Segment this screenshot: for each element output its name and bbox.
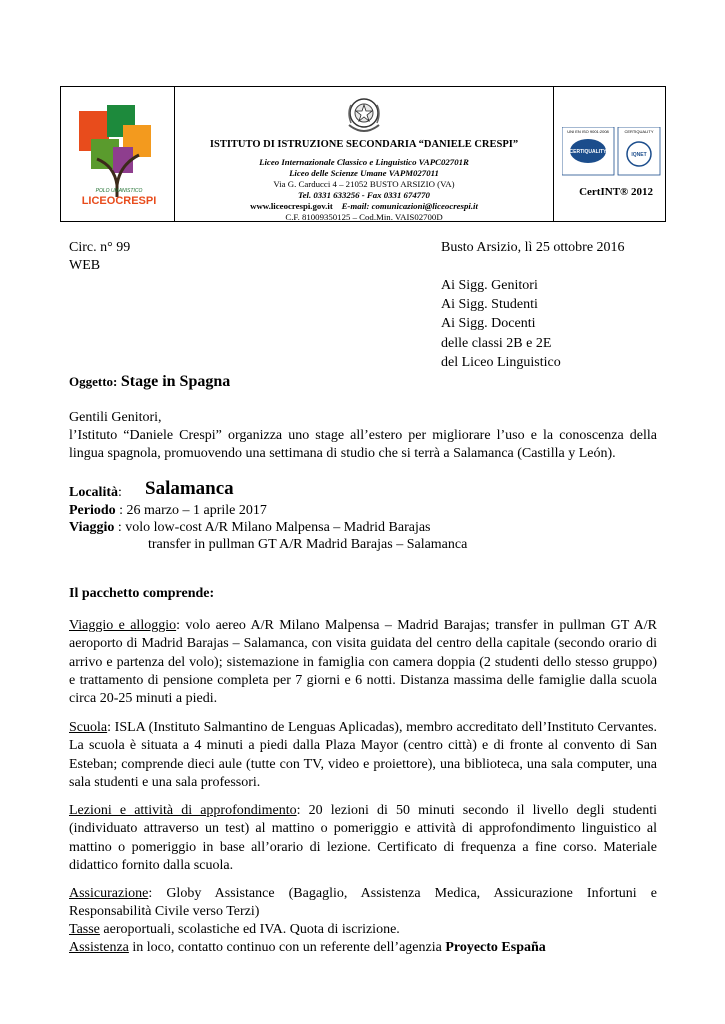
letterhead	[60, 86, 666, 222]
circular-web: WEB	[69, 258, 101, 273]
periodo-label: Periodo	[69, 503, 116, 518]
assistenza-text: in loco, contatto continuo con un referente dell’agenzia	[128, 940, 446, 955]
circular-number: Circ. n° 99	[69, 240, 131, 255]
tel-value: 0331 633256 - Fax 0331 674770	[313, 190, 430, 200]
email-link[interactable]: comunicazioni@liceocrespi.it	[371, 201, 478, 211]
subject-value: Stage in Spagna	[120, 373, 231, 390]
section-lezioni	[69, 802, 657, 875]
scuola-text: : ISLA (Instituto Salmantino de Lenguas Aplicadas), membro accreditato dell’Instituto Cervantes. La scuola è situata a 4 minuti a piedi dalla Plaza Mayor (centro città) e di fronte al convento di San Esteban; comprende dieci aule (tutte con TV, video e proiettore), una biblioteca, una sala computer, una sala studenti e una sala professori.	[69, 720, 657, 790]
assicurazione-text: : Globy Assistance (Bagaglio, Assistenza Medica, Assicurazione Infortuni e Responsabilità Civile verso Terzi)	[69, 886, 657, 920]
cert-badge-4-text: IQNET	[631, 152, 647, 158]
cert-label: CertINT® 2012	[579, 186, 653, 198]
section-viaggio	[69, 617, 657, 708]
recipient-classi: delle classi 2B e 2E	[441, 336, 552, 351]
lezioni-label: Lezioni e attività di approfondimento	[69, 803, 297, 818]
viaggio-alloggio-label: Viaggio e alloggio	[69, 618, 177, 633]
institute-web	[175, 201, 553, 212]
localita-label: Località	[69, 485, 118, 500]
place-date: Busto Arsizio, lì 25 ottobre 2016	[441, 240, 625, 255]
periodo-row	[69, 502, 267, 519]
certification-cell	[554, 87, 665, 221]
viaggio-value-2: transfer in pullman GT A/R Madrid Barajas – Salamanca	[148, 537, 468, 552]
section-scuola	[69, 719, 657, 792]
email-label: E-mail:	[341, 201, 370, 211]
viaggio-alloggio-text: : volo aereo A/R Milano Malpensa – Madrid Barajas; transfer in pullman GT A/R aeroporto di Madrid Barajas – Salamanca, con visita guidata del centro della capitale (secondo orario di arrivo e partenza del volo); sistemazione in famiglia con camera doppia (2 studenti dello stesso gruppo) e trattamento di pensione completa per 7 giorni e 6 notti. Distanza massima delle famiglie dalla scuola circa 20-25 minuti a piedi.	[69, 618, 658, 707]
institute-line-scienze: Liceo delle Scienze Umane VAPM027011	[289, 168, 439, 178]
tel-label: Tel.	[298, 190, 312, 200]
subject-line	[69, 373, 230, 391]
scuola-label: Scuola	[69, 720, 108, 735]
section-tasse	[69, 921, 657, 939]
institute-contacts	[175, 190, 553, 201]
viaggio-value-1: : volo low-cost A/R Milano Malpensa – Madrid Barajas	[117, 520, 431, 535]
viaggio-label: Viaggio	[69, 520, 115, 535]
assicurazione-label: Assicurazione	[69, 886, 149, 901]
localita-row	[69, 478, 234, 501]
section-assicurazione	[69, 885, 657, 922]
liceo-crespi-logo	[71, 101, 167, 213]
tasse-text: aeroportuali, scolastiche ed IVA. Quota di iscrizione.	[99, 922, 400, 937]
localita-colon: :	[118, 485, 122, 500]
italian-emblem-icon	[343, 93, 385, 142]
cert-badge-3-text: CERTIQUALITY	[624, 129, 654, 134]
institute-line-classico: Liceo Internazionale Classico e Linguistico VAPC02701R	[259, 157, 469, 167]
package-title: Il pacchetto comprende:	[69, 586, 215, 601]
tasse-label: Tasse	[69, 922, 100, 937]
institute-address: Via G. Carducci 4 – 21052 BUSTO ARSIZIO (VA)	[273, 179, 455, 189]
cert-badge-1-text: UNI EN ISO 9001:2008	[567, 129, 609, 134]
logo-cell	[61, 87, 175, 221]
institute-fiscal: C.F. 81009350125 – Cod.Min. VAIS02700D	[285, 212, 443, 222]
recipient-genitori: Ai Sigg. Genitori	[441, 278, 538, 293]
recipient-studenti: Ai Sigg. Studenti	[441, 297, 538, 312]
cert-badge-2-text: CERTIQUALITY	[569, 149, 607, 155]
localita-value: Salamanca	[145, 478, 234, 499]
recipient-docenti: Ai Sigg. Docenti	[441, 316, 536, 331]
viaggio-row	[69, 519, 431, 536]
logo-brand-text: LICEOCRESPI	[81, 195, 157, 207]
recipient-liceo: del Liceo Linguistico	[441, 355, 561, 370]
subject-label: Oggetto:	[69, 374, 118, 389]
section-assistenza	[69, 939, 657, 957]
intro-paragraph: l’Istituto “Daniele Crespi” organizza uno stage all’estero per migliorare l’uso e la conoscenza della lingua spagnola, promuovendo una settimana di studio che si terrà a Salamanca (Castilla y León).	[69, 428, 657, 462]
institute-cell	[175, 87, 554, 221]
lezioni-text: : 20 lezioni di 50 minuti secondo il livello degli studenti (individuato attraverso un test) al mattino o pomeriggio e attività di approfondimento linguistico al mattino o pomeriggio in base all’orario di lezione. Certificato di frequenza a fine corso. Materiale didattico fornito dalla scuola.	[69, 803, 657, 873]
periodo-value: : 26 marzo – 1 aprile 2017	[119, 503, 267, 518]
certification-badges-icon	[562, 127, 662, 182]
institute-name: ISTITUTO DI ISTRUZIONE SECONDARIA “DANIELE CRESPI”	[209, 139, 519, 150]
logo-top-text: POLO UMANISTICO	[95, 188, 143, 194]
assistenza-label: Assistenza	[69, 940, 129, 955]
greeting: Gentili Genitori,	[69, 410, 162, 425]
website-link[interactable]: www.liceocrespi.gov.it	[250, 201, 333, 211]
assistenza-agency: Proyecto España	[445, 940, 546, 955]
